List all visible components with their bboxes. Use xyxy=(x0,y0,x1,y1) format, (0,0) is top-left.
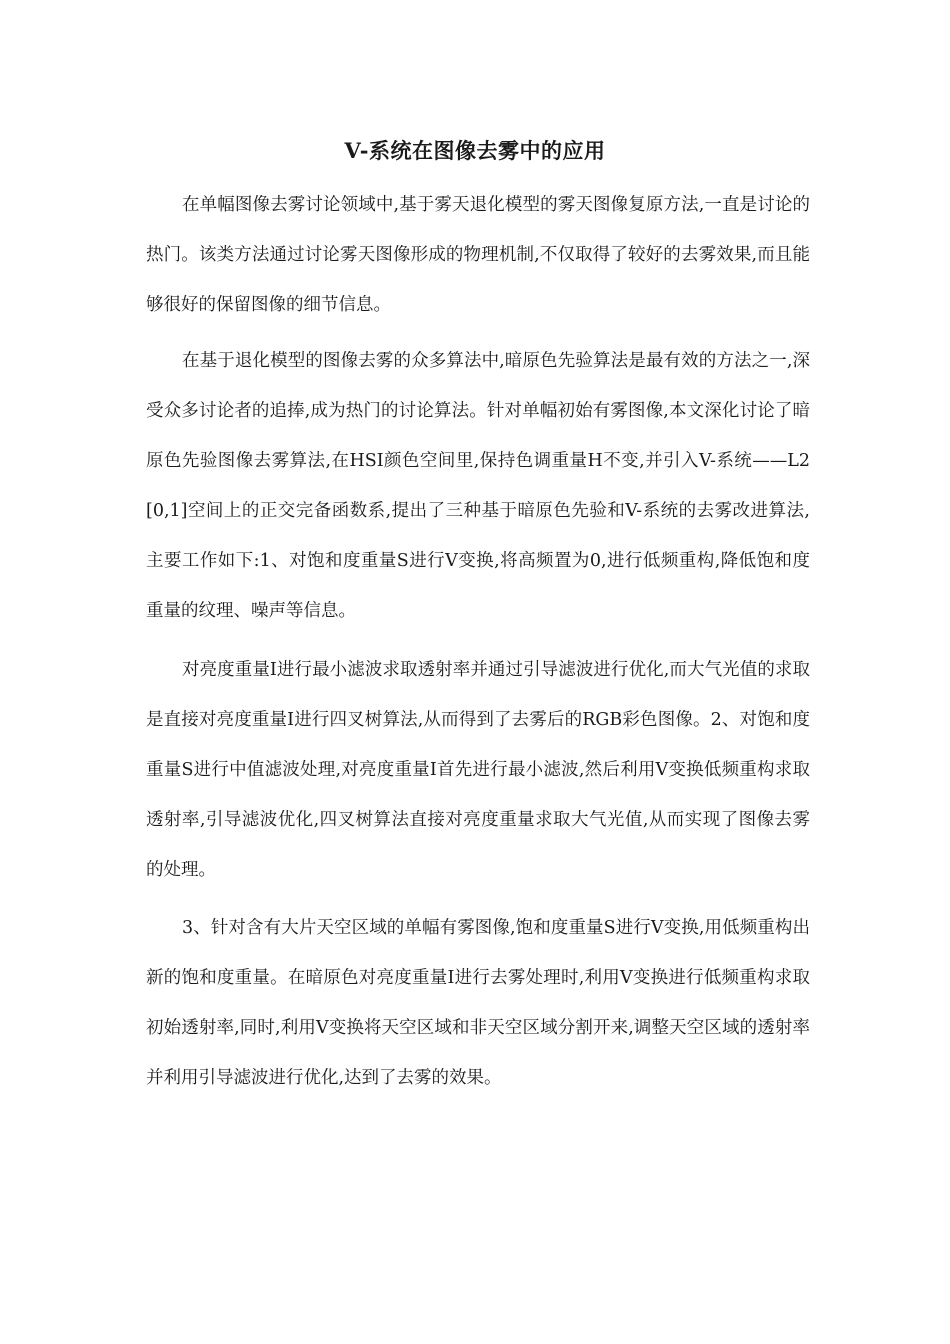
paragraph-4: 3、针对含有大片天空区域的单幅有雾图像,饱和度重量S进行V变换,用低频重构出新的饱和度重量。在暗原色对亮度重量I进行去雾处理时,利用V变换进行低频重构求取初始透射率,同时,利用V变换将天空区域和非天空区域分割开来,调整天空区域的透射率并利用引导滤波进行优化,达到了去雾的效果。 xyxy=(146,918,810,1088)
document-title: V-系统在图像去雾中的应用 xyxy=(344,138,606,164)
paragraph-1: 在单幅图像去雾讨论领域中,基于雾天退化模型的雾天图像复原方法,一直是讨论的热门。该类方法通过讨论雾天图像形成的物理机制,不仅取得了较好的去雾效果,而且能够很好的保留图像的细节信息。 xyxy=(146,195,810,315)
paragraph-3: 对亮度重量I进行最小滤波求取透射率并通过引导滤波进行优化,而大气光值的求取是直接对亮度重量I进行四叉树算法,从而得到了去雾后的RGB彩色图像。2、对饱和度重量S进行中值滤波处理,对亮度重量I首先进行最小滤波,然后利用V变换低频重构求取透射率,引导滤波优化,四叉树算法直接对亮度重量求取大气光值,从而实现了图像去雾的处理。 xyxy=(146,660,810,880)
paragraph-2: 在基于退化模型的图像去雾的众多算法中,暗原色先验算法是最有效的方法之一,深受众多讨论者的追捧,成为热门的讨论算法。针对单幅初始有雾图像,本文深化讨论了暗原色先验图像去雾算法,在HSI颜色空间里,保持色调重量H不变,并引入V-系统——L2[0,1]空间上的正交完备函数系,提出了三种基于暗原色先验和V-系统的去雾改进算法,主要工作如下:1、对饱和度重量S进行V变换,将高频置为0,进行低频重构,降低饱和度重量的纹理、噪声等信息。 xyxy=(146,351,810,621)
